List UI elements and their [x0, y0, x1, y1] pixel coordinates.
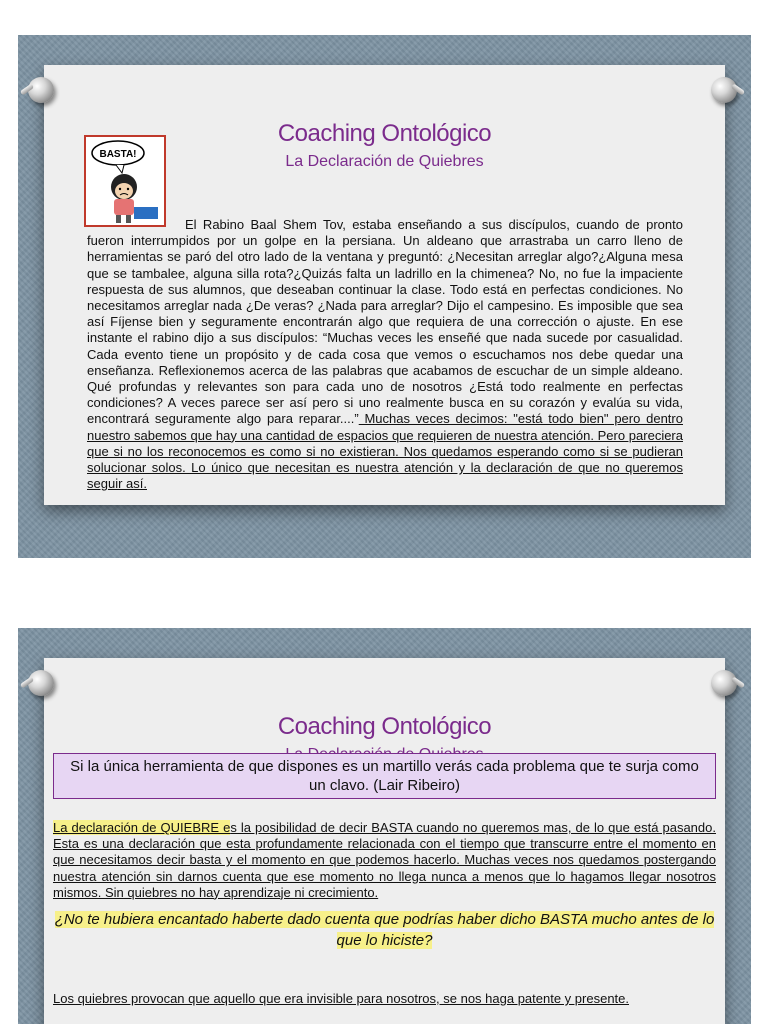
- slide-1-body-plain: El Rabino Baal Shem Tov, estaba enseñando a sus discípulos, cuando de pronto fueron interrumpidos por un golpe en la persiana. Un aldeano que arrastraba un carro lleno de herramientas se paró del otro lado de la ventana y preguntó: ¿Necesitan arreglar algo?¿Alguna mesa que se tambalee, alguna silla rota?¿Quizás falta un ladrillo en la chimenea? No, no fue la impaciente respuesta de sus alumnos, que deseaban continuar la clase. Todo está en perfectas condiciones. No necesitamos arreglar nada ¿De veras? ¿Nada para arreglar? Dijo el campesino. Es imposible que sea así Fíjense bien y seguramente encontrarán algo que requiera de una corrección o ajuste. En ese instante el rabino dijo a sus discípulos: “Muchas veces les enseñé que nada sucede por casualidad. Cada evento tiene un propósito y de cada cosa que vemos o escuchamos nos debe quedar una enseñanza. Reflexionemos acerca de las palabras que acabamos de escuchar de un simple aldeano. Qué profundas y relevantes son para cada uno de nosotros ¿Está todo realmente en perfectas condiciones? A veces parece ser así pero si uno realmente busca en su corazón y evalúa su vida, encontrará seguramente algo para reparar....”: [87, 217, 683, 427]
- slide-1: [18, 35, 751, 558]
- slide-1-body-underlined: Muchas veces decimos: "está todo bien" pero dentro nuestro sabemos que hay una cantidad de espacios que requieren de nuestra atención. Pero pareciera que si no los reconocemos es como si no existieran. Nos quedamos esperando como si se pudieran solucionar solos. Lo único que necesitan es nuestra atención y la declaración de que no queremos seguir así.: [87, 411, 683, 492]
- cartoon-speech-text: BASTA!: [99, 149, 137, 160]
- mafalda-cartoon-image: [84, 135, 166, 227]
- question-callout: [53, 909, 716, 951]
- slide-2-title: Coaching Ontológico: [277, 713, 492, 740]
- slide-2: [18, 628, 751, 1024]
- pushpin-top-right-icon: [711, 77, 737, 103]
- slide-1-subtitle: La Declaración de Quiebres: [285, 153, 484, 170]
- quote-box: Si la única herramienta de que dispones es un martillo verás cada problema que te surja como un clavo. (Lair Ribeiro): [53, 753, 716, 799]
- slide-2-paragraph-2: Los quiebres provocan que aquello que era invisible para nosotros, se nos haga patente y presente.: [53, 991, 629, 1006]
- quiebre-highlight: La declaración de QUIEBRE e: [53, 820, 231, 835]
- slide-1-card: [44, 65, 725, 505]
- pushpin-top-left-icon: [28, 670, 54, 696]
- question-highlight: ¿No te hubiera encantado haberte dado cuenta que podrías haber dicho BASTA mucho antes de lo que lo hiciste?: [54, 911, 715, 949]
- slide-2-paragraph-1: [53, 820, 716, 901]
- slide-1-body: [87, 217, 683, 492]
- pushpin-top-left-icon: [28, 77, 54, 103]
- slide-2-paragraph-1-rest: s la posibilidad de decir BASTA cuando no queremos mas, de lo que está pasando. Esta es una declaración que esta profundamente relacionada con el tiempo que transcurre entre el momento en que necesitamos decir basta y el momento en que podemos hacerlo. Muchas veces nos quedamos postergando nuestra atención sin darnos cuenta que ese momento no llega nunca a menos que lo hagamos llegar nosotros mismos. Sin quiebres no hay aprendizaje ni crecimiento.: [53, 820, 716, 900]
- pushpin-top-right-icon: [711, 670, 737, 696]
- slide-1-title: Coaching Ontológico: [277, 120, 492, 147]
